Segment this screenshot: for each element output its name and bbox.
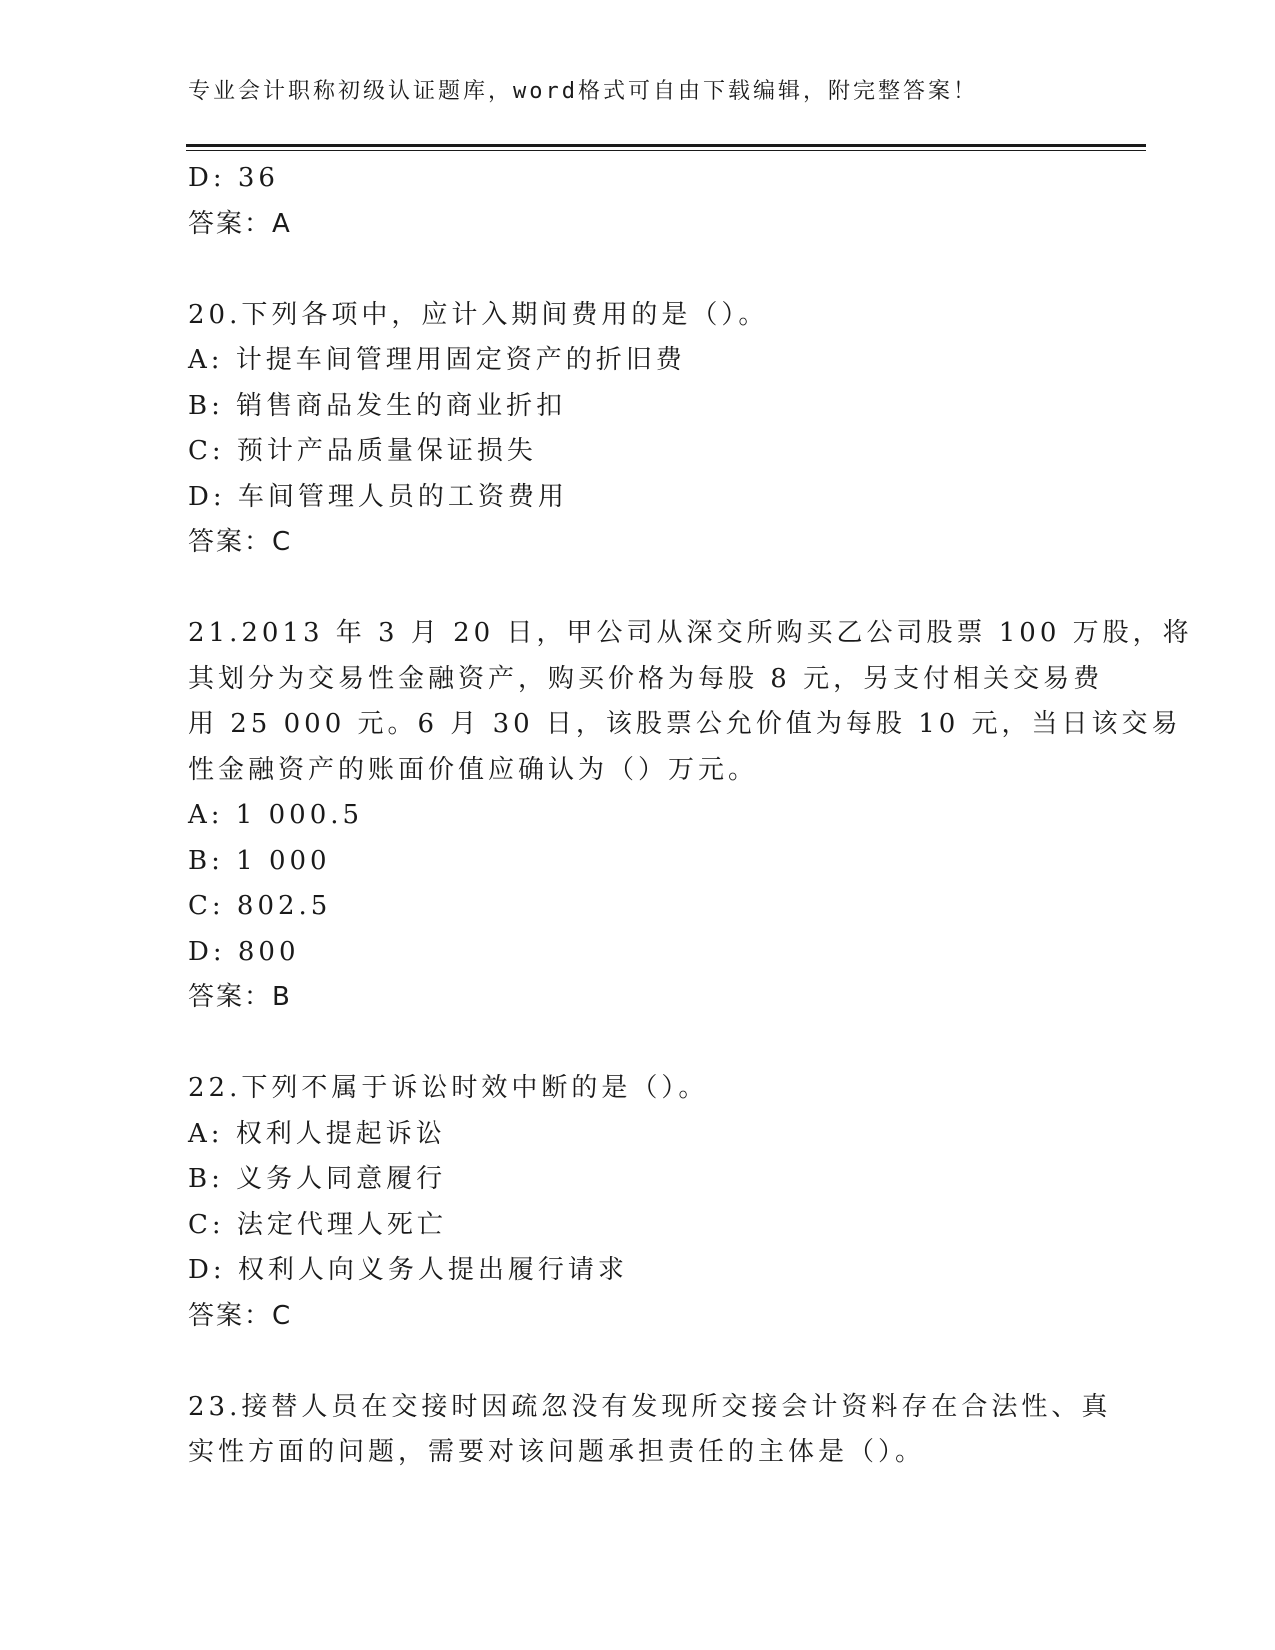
q20-option-c: C: 预计产品质量保证损失 [188, 436, 537, 466]
q22-option-c: C: 法定代理人死亡 [188, 1209, 447, 1240]
q21-stem-line: 用 25 000 元。6 月 30 日，该股票公允价值为每股 10 元，当日该交易 [188, 709, 1182, 739]
q23-stem-line: 实性方面的问题，需要对该问题承担责任的主体是（）。 [188, 1437, 926, 1467]
q20-option-d: D: 车间管理人员的工资费用 [188, 481, 568, 512]
q23-stem-line: 23.接替人员在交接时因疏忽没有发现所交接会计资料存在合法性、真 [188, 1391, 1112, 1422]
q21-option-c: C: 802.5 [188, 891, 332, 921]
document-body [188, 156, 1193, 1476]
q20-stem: 20.下列各项中，应计入期间费用的是（）。 [188, 299, 769, 330]
q20-answer: 答案：C [188, 527, 293, 557]
q21-answer: 答案：B [188, 982, 292, 1012]
header-rule-thin [186, 150, 1146, 151]
q20-option-b: B: 销售商品发生的商业折扣 [188, 390, 567, 421]
spacer [188, 247, 1088, 293]
prev-answer: 答案：A [188, 208, 292, 239]
prev-option-d: D: 36 [188, 163, 279, 193]
q23-stem [188, 1385, 1112, 1476]
spacer [188, 1021, 1088, 1067]
header-rule-thick [186, 144, 1146, 147]
q21-stem-line: 性金融资产的账面价值应确认为（）万元。 [188, 754, 759, 785]
q21-option-b: B: 1 000 [188, 845, 331, 876]
q21-option-d: D: 800 [188, 936, 300, 967]
q22-answer: 答案：C [188, 1300, 293, 1331]
spacer [188, 1339, 1088, 1385]
q21-stem-line: 其划分为交易性金融资产，购买价格为每股 8 元，另支付相关交易费 [188, 663, 1104, 694]
spacer [188, 566, 1088, 612]
q20-option-a: A: 计提车间管理用固定资产的折旧费 [188, 345, 686, 375]
q21-stem-line: 21.2013 年 3 月 20 日，甲公司从深交所购买乙公司股票 100 万股，将 [188, 618, 1193, 648]
q22-option-d: D: 权利人向义务人提出履行请求 [188, 1255, 628, 1285]
q22-stem: 22.下列不属于诉讼时效中断的是（）。 [188, 1073, 709, 1103]
q22-option-b: B: 义务人同意履行 [188, 1164, 447, 1194]
q21-stem [188, 611, 1193, 793]
q22-option-a: A: 权利人提起诉讼 [188, 1118, 446, 1149]
q21-option-a: A: 1 000.5 [188, 800, 364, 830]
page-header: 专业会计职称初级认证题库，word格式可自由下载编辑，附完整答案！ [188, 79, 978, 104]
